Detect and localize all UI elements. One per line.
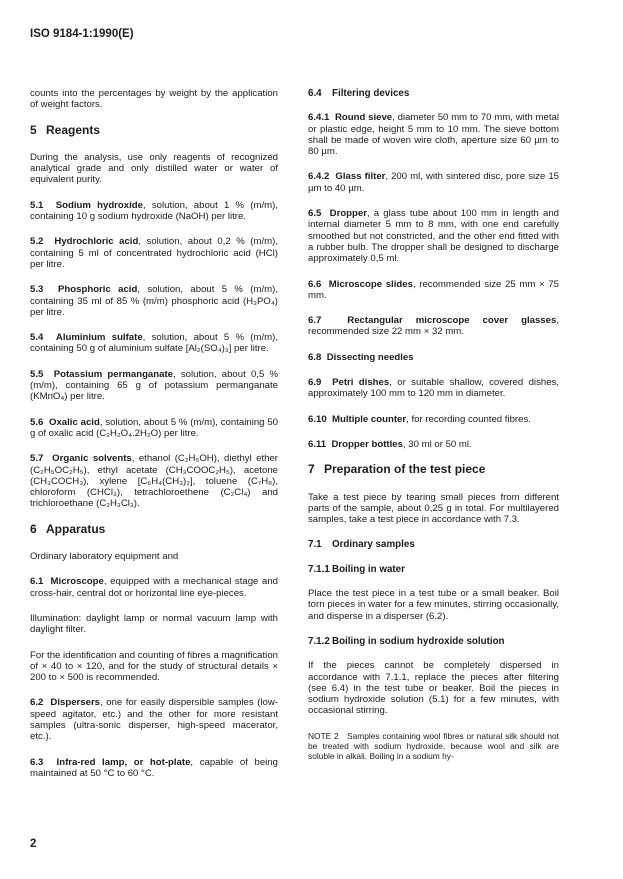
apparatus-6-4-1: 6.4.1 Round sieve, diameter 50 mm to 70 mm, with metal or plastic edge, height 5 mm to 10 mm. The sieve bottom shall be made of woven wire cloth, aperture size 60 µm to 80 µm.	[308, 112, 560, 158]
section-6-heading: 6 Apparatus	[30, 521, 106, 536]
left-column	[30, 88, 278, 793]
reagent-5-1: 5.1 Sodium hydroxide, solution, about 1 % (m/m), containing 10 g sodium hydroxide (NaOH) per litre.	[30, 199, 278, 223]
reagent-5-3: 5.3 Phosphoric acid, solution, about 5 % (m/m), containing 35 ml of 85 % (m/m) phosphoric acid (H₃PO₄) per litre.	[30, 284, 278, 318]
apparatus-6-8: 6.8 Dissecting needles	[308, 351, 414, 363]
apparatus-6-6: 6.6 Microscope slides, recommended size 25 mm × 75 mm.	[308, 278, 559, 301]
section-7-1-heading: 7.1 Ordinary samples	[308, 539, 415, 551]
apparatus-6-3: 6.3 Infra-red lamp, or hot-plate, capable of being maintained at 50 °C to 60 °C.	[30, 756, 278, 779]
section-7-1-1-text: Place the test piece in a test tube or a small beaker. Boil torn pieces in water for a few minutes, stirring occasionally, and disperse in a disperser (6.2).	[308, 588, 559, 622]
apparatus-6-2: 6.2 Dispersers, one for easily dispersible samples (low-speed agitator, etc.) and the other for more resistant samples (ultra-sonic disperser, high-speed macerator, etc.).	[30, 697, 278, 743]
right-column	[308, 88, 559, 761]
section-6-4-heading: 6.4 Filtering devices	[308, 88, 410, 99]
apparatus-6-1: 6.1 Microscope, equipped with a mechanical stage and cross-hair, central dot or horizontal line eye-pieces.	[30, 576, 278, 599]
apparatus-6-9: 6.9 Petri dishes, or suitable shallow, covered dishes, approximately 100 mm to 120 mm in diameter.	[308, 377, 559, 400]
section-6-intro: Ordinary laboratory equipment and	[30, 551, 179, 563]
standard-header: ISO 9184-1:1990(E)	[30, 28, 134, 40]
reagent-5-4: 5.4 Aluminium sulfate, solution, about 5 % (m/m), containing 50 g of aluminium sulfate [Al₂(SO₄)₃] per litre.	[30, 332, 278, 355]
apparatus-6-11: 6.11 Dropper bottles, 30 ml or 50 ml.	[308, 438, 472, 450]
magnification-paragraph: For the identification and counting of fibres a magnification of × 40 to × 120, and for the study of structural details × 200 to × 500 is recommended.	[30, 649, 278, 684]
apparatus-6-5: 6.5 Dropper, a glass tube about 100 mm in length and internal diameter 5 mm to 8 mm, with one end carefully smoothed but not constricted, and the other end fitted with a rubber bulb. The dropper shall be designed to discharge approximately 0,5 ml.	[308, 208, 559, 265]
apparatus-6-4-2: 6.4.2 Glass filter, 200 ml, with sintered disc, pore size 15 µm to 40 µm.	[308, 171, 559, 194]
illumination-paragraph: Illumination: daylight lamp or normal vacuum lamp with daylight filter.	[30, 612, 278, 636]
section-5-heading: 5 Reagents	[30, 122, 101, 137]
continued-paragraph: counts into the percentages by weight by the application of weight factors.	[30, 88, 278, 111]
reagent-5-2: 5.2 Hydrochloric acid, solution, about 0,2 % (m/m), containing 5 ml of concentrated hydrochloric acid (HCl) per litre.	[30, 236, 278, 270]
apparatus-6-7: 6.7 Rectangular microscope cover glasses, recommended size 22 mm × 32 mm.	[308, 315, 559, 338]
section-7-1-1-heading: 7.1.1 Boiling in water	[308, 563, 405, 575]
section-7-heading: 7 Preparation of the test piece	[308, 462, 486, 477]
page-number: 2	[30, 838, 37, 850]
reagent-5-7: 5.7 Organic solvents, ethanol (C₂H₅OH), diethyl ether (C₂H₅OC₂H₅), ethyl acetate (CH₃COOC₂H₅), acetone (CH₃COCH₃), xylene [C₆H₄(CH₃)₂], toluene (C₇H₈), chloroform (CHCl₃), tetrachloroethene (C₂Cl₄) and trichloroethane (C₂H₃Cl₃).	[30, 453, 278, 510]
section-7-1-2-heading: 7.1.2 Boiling in sodium hydroxide solution	[308, 635, 505, 647]
reagent-5-5: 5.5 Potassium permanganate, solution, about 0,5 % (m/m), containing 65 g of potassium permanganate (KMnO₄) per litre.	[30, 368, 278, 403]
apparatus-6-10: 6.10 Multiple counter, for recording counted fibres.	[308, 413, 531, 425]
note-2: NOTE 2 Samples containing wool fibres or natural silk should not be treated with sodium hydroxide, because wool and silk are soluble in alkali. Boiling in a sodium hy-	[308, 730, 560, 761]
section-5-intro: During the analysis, use only reagents of recognized analytical grade and only distilled water or water of equivalent purity.	[30, 151, 278, 186]
section-7-1-2-text: If the pieces cannot be completely dispersed in accordance with 7.1.1, replace the pieces after filtering (see 6.4) in the test tube or beaker. Boil the pieces in sodium hydroxide solution (5.1) for a few minutes, with occasional stirring.	[308, 660, 559, 717]
section-7-intro: Take a test piece by tearing small pieces from different parts of the sample, about 0,25 g in total. For multilayered samples, take a test piece in accordance with 7.3.	[308, 491, 559, 526]
reagent-5-6: 5.6 Oxalic acid, solution, about 5 % (m/m), containing 50 g of oxalic acid (C₂H₂O₄.2H₂O) per litre.	[30, 416, 278, 439]
